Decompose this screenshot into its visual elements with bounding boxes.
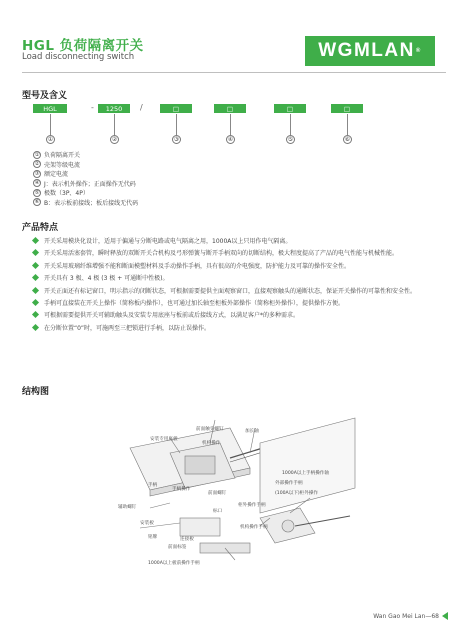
model-number: ⑤ — [287, 136, 294, 143]
model-box-3: □ — [160, 104, 192, 113]
feature-text: 在分断位置“0”时，可施两至三把锁进行手柄，以防止误操作。 — [44, 324, 211, 332]
feature-text: 开关采用玻璃纤维增强不能和断面模塑材料及手动操作手柄，具有很高的介电强度，防护能力及可靠的操作安全性。 — [44, 262, 351, 270]
feature-item — [33, 310, 453, 322]
legend-text: 壳架等级电流 — [44, 161, 81, 169]
legend-number: ⑤ — [34, 189, 40, 196]
feature-text: 可根据需要提供开关可辅助触头及安装专用底座与板前或后接线方式，以满足客户*的多种需求。 — [44, 312, 300, 320]
diagram-label: 前面螺钉 — [208, 491, 227, 496]
footer-text: Wan Gao Mei Lan—68 — [373, 612, 439, 620]
bullet-diamond-icon — [32, 287, 39, 294]
diagram-label: 柜外操作手柄 — [238, 503, 266, 508]
feature-item — [33, 298, 453, 310]
features-list — [33, 236, 453, 335]
diagram-label: 机构操作 — [202, 441, 221, 446]
diagram-label: 安装板 — [140, 521, 154, 526]
diagram-label: 手柄操作 — [172, 487, 191, 492]
diagram-label: 辅助螺钉 — [118, 505, 137, 510]
bullet-diamond-icon — [32, 237, 39, 244]
model-separator-1: - — [91, 103, 94, 112]
structure-heading: 结构图 — [22, 387, 50, 397]
model-legend — [33, 150, 138, 207]
feature-item — [33, 273, 453, 285]
model-number: ① — [47, 136, 54, 143]
legend-number: ③ — [34, 170, 40, 177]
diagram-label: 机构操作手柄 — [240, 525, 268, 530]
diagram-label: 前面标签 — [168, 545, 187, 550]
model-lead-line — [347, 114, 348, 135]
legend-text: B：表示板前接线；板后接线无代码 — [44, 199, 139, 207]
model-lead-line — [230, 114, 231, 135]
model-box-5: □ — [274, 104, 306, 113]
legend-text: 额定电流 — [44, 171, 69, 179]
exploded-view-drawing — [110, 408, 360, 578]
model-number: ⑥ — [344, 136, 351, 143]
model-lead-line — [176, 114, 177, 135]
brand-logo-text: WGMLAN — [318, 40, 415, 61]
model-heading: 型号及含义 — [22, 91, 68, 101]
model-box-6: □ — [331, 104, 363, 113]
feature-text: 手柄可直接装在开关上操作（简称板内操作），也可通过加长轴至柜板外部操作（简称柜外操作），提供操作方便。 — [44, 299, 345, 307]
feature-text: 开关正面还有标记窗口，明示指示的闭断状态，可根据需要提供主面观察窗口，直接观察触头的通断状态，保证开关操作的可靠性和安全性。 — [44, 287, 417, 295]
model-box-2: 1250 — [98, 104, 130, 113]
page-title: HGL 负荷隔离开关 — [22, 38, 144, 54]
model-number: ③ — [173, 136, 180, 143]
bullet-diamond-icon — [32, 262, 39, 269]
feature-text: 开关具有 3 极、4 极 (3 极 + 可通断中性极)。 — [44, 275, 169, 283]
bullet-diamond-icon — [32, 299, 39, 306]
diagram-label: 1000A以上手柄操作轴 — [282, 471, 329, 476]
legend-item — [33, 198, 138, 208]
diagram-label: 外部操作手柄 — [275, 481, 303, 486]
diagram-label: 标口 — [213, 509, 223, 514]
legend-number: ② — [34, 161, 40, 168]
diagram-label: 前面触头螺钉 — [196, 427, 224, 432]
structure-diagram — [110, 408, 360, 578]
diagram-label: 连接板 — [180, 537, 194, 542]
model-separator-2: / — [140, 103, 143, 112]
bullet-diamond-icon — [32, 249, 39, 256]
diagram-label: 加长轴 — [245, 429, 259, 434]
legend-number: ⑥ — [34, 199, 40, 206]
legend-item — [33, 179, 138, 189]
model-lead-line — [50, 114, 51, 135]
bullet-diamond-icon — [32, 324, 39, 331]
model-lead-line — [114, 114, 115, 135]
page-footer — [373, 612, 448, 620]
brand-logo — [305, 36, 435, 66]
legend-number: ① — [34, 151, 40, 158]
diagram-label: (100A以下)柜外操作 — [275, 491, 319, 496]
model-number: ② — [111, 136, 118, 143]
registered-mark: ® — [415, 48, 422, 54]
diagram-label: 铭牌 — [148, 535, 158, 540]
legend-item — [33, 160, 138, 170]
diagram-label: 手柄 — [148, 483, 158, 488]
feature-text: 开关采用模块化设计，适用于偏通与分断电路或电气隔离之用，1000A以上只用作电气隔离。 — [44, 238, 292, 245]
legend-item — [33, 150, 138, 160]
legend-item — [33, 169, 138, 179]
feature-text: 开关采用活塞套管，瞬时释放的双断开关合机构及弓形弹簧与断开手柄双向的切断结构，极大程度提高了产品的电气性能与机械性能。 — [44, 250, 399, 258]
bullet-diamond-icon — [32, 274, 39, 281]
legend-text: 极数（3P、4P） — [44, 190, 89, 198]
feature-item — [33, 323, 453, 335]
diagram-label: 安装专用底板 — [150, 437, 178, 442]
legend-number: ④ — [34, 180, 40, 187]
feature-item — [33, 286, 453, 298]
model-box-4: □ — [214, 104, 246, 113]
header-divider — [22, 72, 446, 73]
features-heading: 产品特点 — [22, 223, 59, 233]
diagram-label: 1000A以上板前操作手柄 — [148, 561, 200, 566]
model-number: ④ — [227, 136, 234, 143]
model-box-1: HGL — [33, 104, 67, 113]
feature-item — [33, 236, 453, 248]
bullet-diamond-icon — [32, 311, 39, 318]
arrow-left-icon — [442, 612, 448, 620]
model-lead-line — [290, 114, 291, 135]
legend-text: 负荷隔离开关 — [44, 152, 81, 160]
feature-item — [33, 248, 453, 260]
feature-item — [33, 261, 453, 273]
legend-item — [33, 188, 138, 198]
page-subtitle: Load disconnecting switch — [22, 52, 135, 62]
legend-text: J：表示机外操作；正面操作无代码 — [44, 180, 136, 188]
